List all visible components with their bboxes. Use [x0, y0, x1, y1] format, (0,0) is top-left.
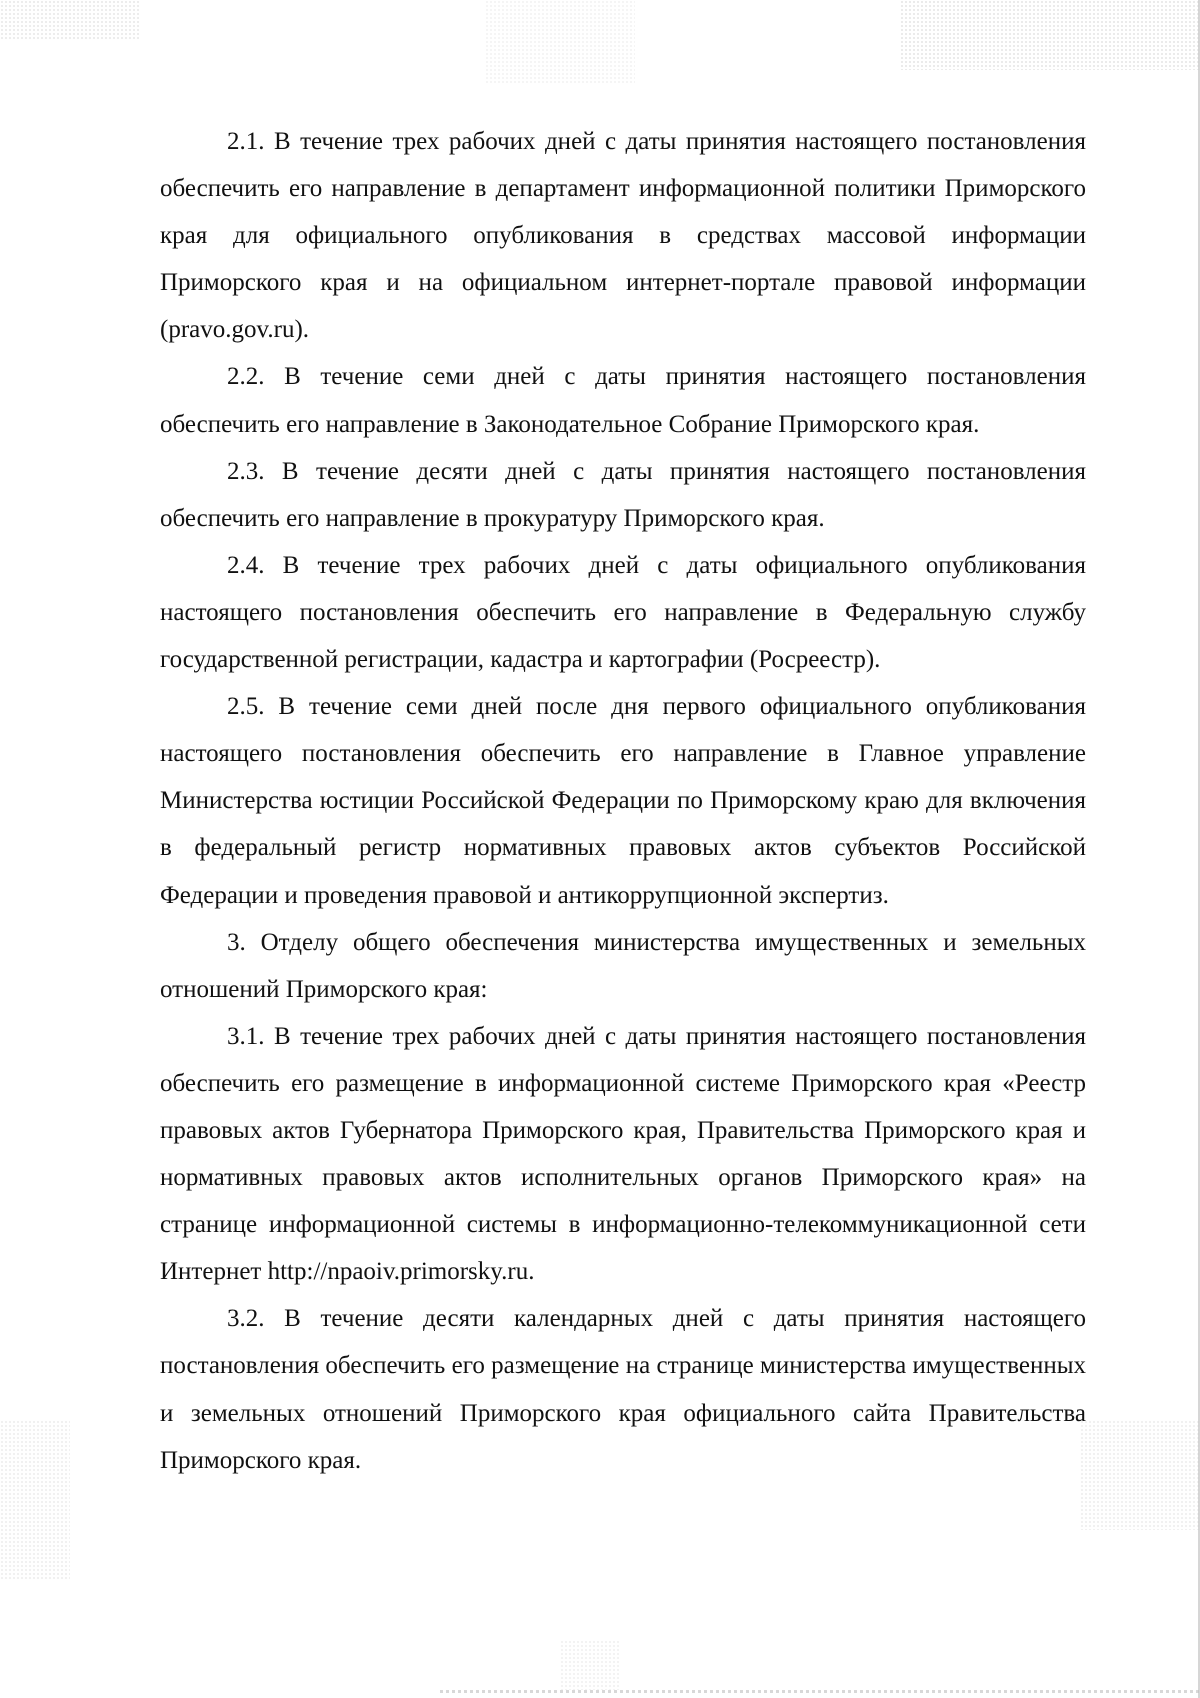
scan-noise	[900, 0, 1200, 70]
paragraph-3-2: 3.2. В течение десяти календарных дней с даты принятия настоящего постановления обеспечить его размещение на странице министерства имущественных и земельных отношений Приморского края официального сайта Правительства Приморского края.	[160, 1305, 1086, 1474]
paragraph-3-1: 3.1. В течение трех рабочих дней с даты принятия настоящего постановления обеспечить его размещение в информационной системе Приморского края «Реестр правовых актов Губернатора Приморского края, Правительства Приморского края и нормативных правовых актов исполнительных органов Приморского края» на странице информационной системы в информационно-телекоммуникационной сети Интернет http://npaoiv.primorsky.ru.	[160, 1022, 1086, 1286]
paragraph-2-2: 2.2. В течение семи дней с даты принятия настоящего постановления обеспечить его направление в Законодательное Собрание Приморского края.	[160, 363, 1086, 438]
paragraph-2-3: 2.3. В течение десяти дней с даты принятия настоящего постановления обеспечить его направление в прокуратуру Приморского края.	[160, 457, 1086, 532]
scan-noise	[1080, 1420, 1200, 1530]
paragraph-2-4: 2.4. В течение трех рабочих дней с даты официального опубликования настоящего постановления обеспечить его направление в Федеральную службу государственной регистрации, кадастра и картографии (Росреестр).	[160, 551, 1086, 674]
scan-noise	[560, 1640, 620, 1690]
scan-noise	[485, 0, 635, 85]
scan-noise	[0, 0, 140, 40]
paragraph-2-1: 2.1. В течение трех рабочих дней с даты принятия настоящего постановления обеспечить его направление в департамент информационной политики Приморского края для официального опубликования в средствах массовой информации Приморского края и на официальном интернет-портале правовой информации (pravo.gov.ru).	[160, 128, 1086, 344]
scan-edge	[440, 1690, 1200, 1693]
paragraph-2-5: 2.5. В течение семи дней после дня первого официального опубликования настоящего постановления обеспечить его направление в Главное управление Министерства юстиции Российской Федерации по Приморскому краю для включения в федеральный регистр нормативных правовых актов субъектов Российской Федерации и проведения правовой и антикоррупционной экспертиз.	[160, 693, 1086, 909]
paragraph-3: 3. Отделу общего обеспечения министерства имущественных и земельных отношений Приморского края:	[160, 928, 1086, 1003]
scan-noise	[0, 1420, 70, 1580]
document-body	[160, 118, 1086, 1484]
